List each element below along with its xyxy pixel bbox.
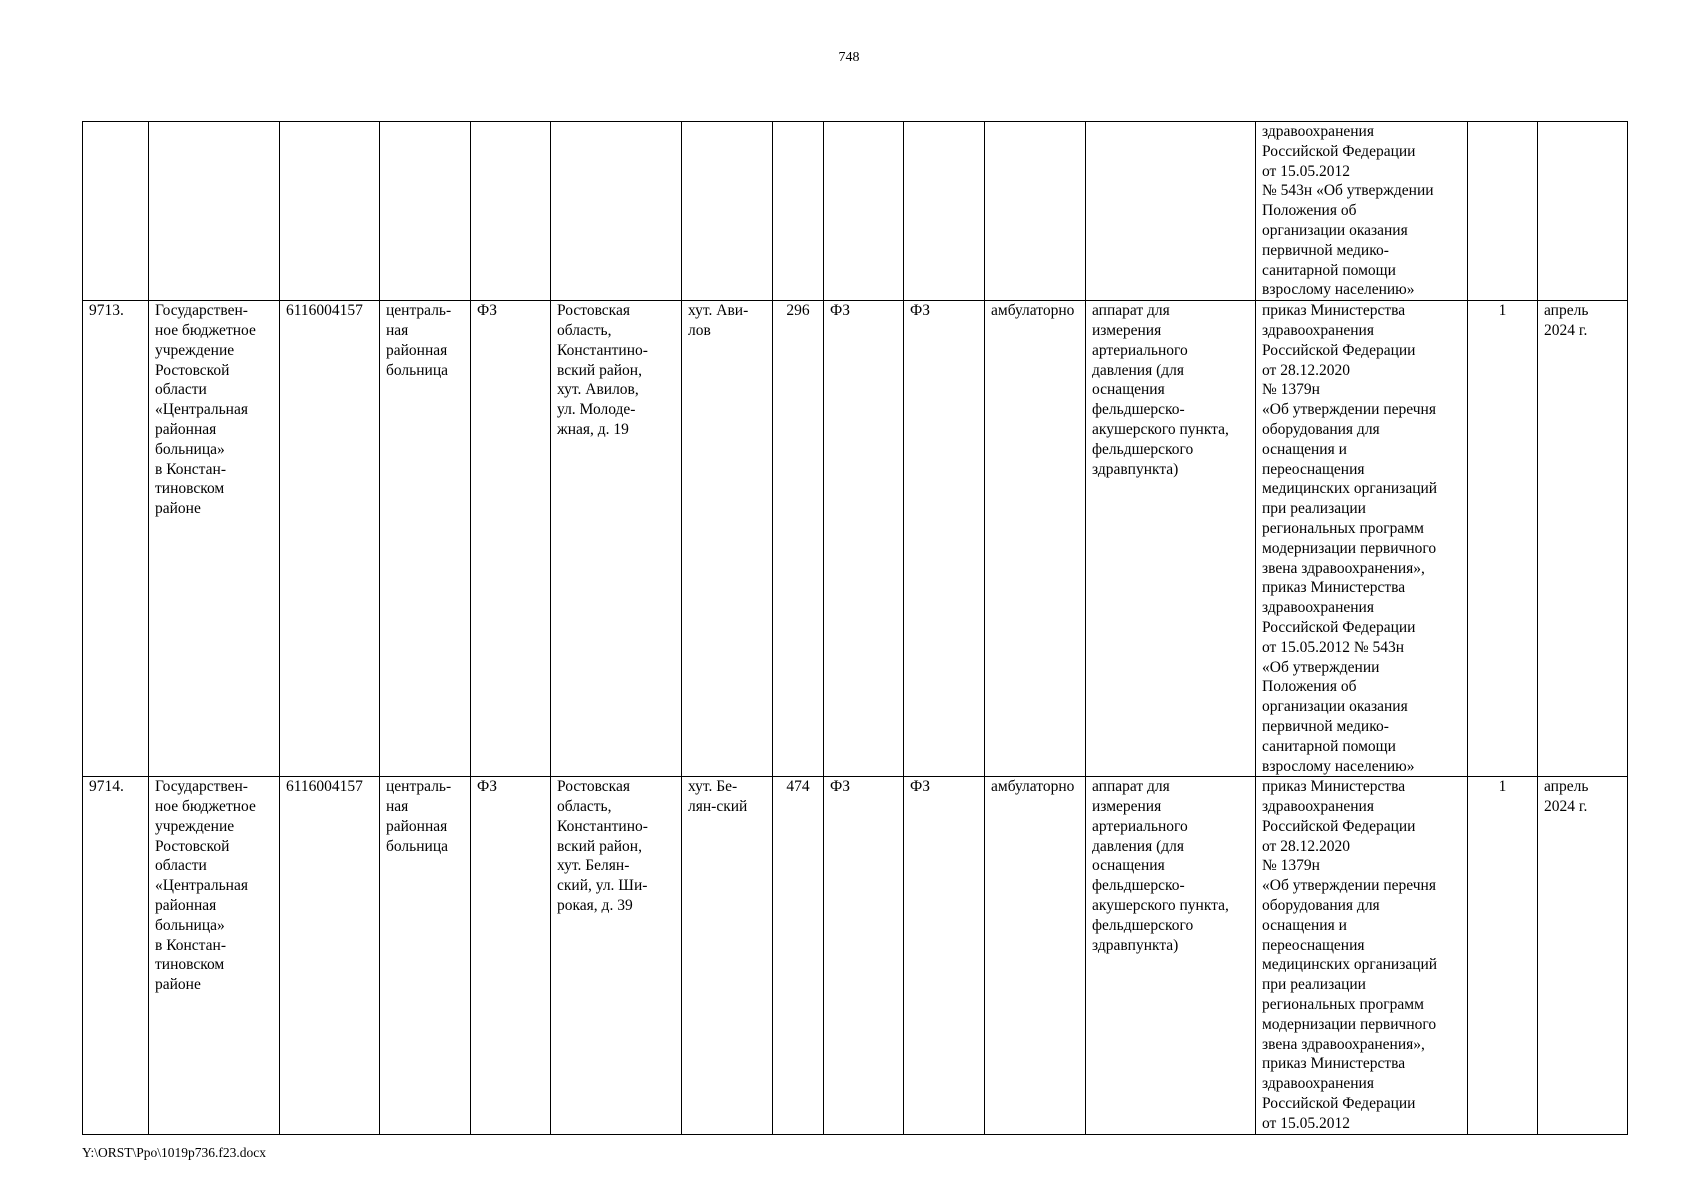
cell-date	[1538, 122, 1628, 301]
cell-care-type: амбулаторно	[985, 777, 1086, 1134]
cell-date: апрель 2024 г.	[1538, 777, 1628, 1134]
cell-care-type: амбулаторно	[985, 301, 1086, 777]
cell-fz: ФЗ	[471, 777, 551, 1134]
cell-fz: ФЗ	[904, 301, 985, 777]
cell-legal-basis: приказ Министерства здравоохранения Российской Федерации от 28.12.2020 № 1379н «Об утверждении перечня оборудования для оснащения и переоснащения медицинских организаций при реализации региональных программ модернизации первичного звена здравоохранения», приказ Министерства здравоохранения Российской Федерации от 15.05.2012 № 543н «Об утверждении Положения об организации оказания первичной медико- санитарной помощи взрослому населению»	[1256, 301, 1468, 777]
cell-inn	[280, 122, 380, 301]
cell-organization: Государствен- ное бюджетное учреждение Ростовской области «Центральная районная больница» в Констан- тиновском районе	[149, 777, 280, 1134]
page-number: 748	[838, 50, 860, 65]
cell-date: апрель 2024 г.	[1538, 301, 1628, 777]
cell-address	[551, 122, 682, 301]
cell-equipment	[1086, 122, 1256, 301]
cell-equipment: аппарат для измерения артериального давления (для оснащения фельдшерско- акушерского пункта, фельдшерского здравпункта)	[1086, 777, 1256, 1134]
cell-fz: ФЗ	[824, 301, 904, 777]
cell-legal-basis: здравоохранения Российской Федерации от 15.05.2012 № 543н «Об утверждении Положения об организации оказания первичной медико- санитарной помощи взрослому населению»	[1256, 122, 1468, 301]
cell-settlement	[682, 122, 773, 301]
cell-settlement: хут. Бе- лян-ский	[682, 777, 773, 1134]
cell-settlement: хут. Ави- лов	[682, 301, 773, 777]
cell-quantity: 1	[1468, 301, 1538, 777]
cell-address: Ростовская область, Константино- вский район, хут. Белян- ский, ул. Ши- рокая, д. 39	[551, 777, 682, 1134]
cell-quantity	[1468, 122, 1538, 301]
cell-fz	[824, 122, 904, 301]
cell-address: Ростовская область, Константино- вский район, хут. Авилов, ул. Молоде- жная, д. 19	[551, 301, 682, 777]
cell-org-type: централь- ная районная больница	[380, 777, 471, 1134]
cell-number: 9713.	[83, 301, 149, 777]
cell-inn: 6116004157	[280, 777, 380, 1134]
footer-file-path: Y:\ORST\Ppo\1019p736.f23.docx	[82, 1145, 267, 1160]
cell-number: 9714.	[83, 777, 149, 1134]
cell-organization	[149, 122, 280, 301]
cell-equipment: аппарат для измерения артериального давления (для оснащения фельдшерско- акушерского пункта, фельдшерского здравпункта)	[1086, 301, 1256, 777]
cell-fz: ФЗ	[824, 777, 904, 1134]
cell-population	[773, 122, 824, 301]
table-row	[83, 122, 1628, 301]
cell-org-type: централь- ная районная больница	[380, 301, 471, 777]
cell-legal-basis: приказ Министерства здравоохранения Российской Федерации от 28.12.2020 № 1379н «Об утверждении перечня оборудования для оснащения и переоснащения медицинских организаций при реализации региональных программ модернизации первичного звена здравоохранения», приказ Министерства здравоохранения Российской Федерации от 15.05.2012	[1256, 777, 1468, 1134]
cell-org-type	[380, 122, 471, 301]
cell-inn: 6116004157	[280, 301, 380, 777]
cell-quantity: 1	[1468, 777, 1538, 1134]
cell-organization: Государствен- ное бюджетное учреждение Ростовской области «Центральная районная больница» в Констан- тиновском районе	[149, 301, 280, 777]
table-row	[83, 301, 1628, 777]
cell-care-type	[985, 122, 1086, 301]
cell-population: 474	[773, 777, 824, 1134]
cell-population: 296	[773, 301, 824, 777]
cell-fz	[904, 122, 985, 301]
cell-fz: ФЗ	[904, 777, 985, 1134]
cell-number	[83, 122, 149, 301]
cell-fz: ФЗ	[471, 301, 551, 777]
data-table	[82, 121, 1628, 1135]
cell-fz	[471, 122, 551, 301]
table-row	[83, 777, 1628, 1134]
